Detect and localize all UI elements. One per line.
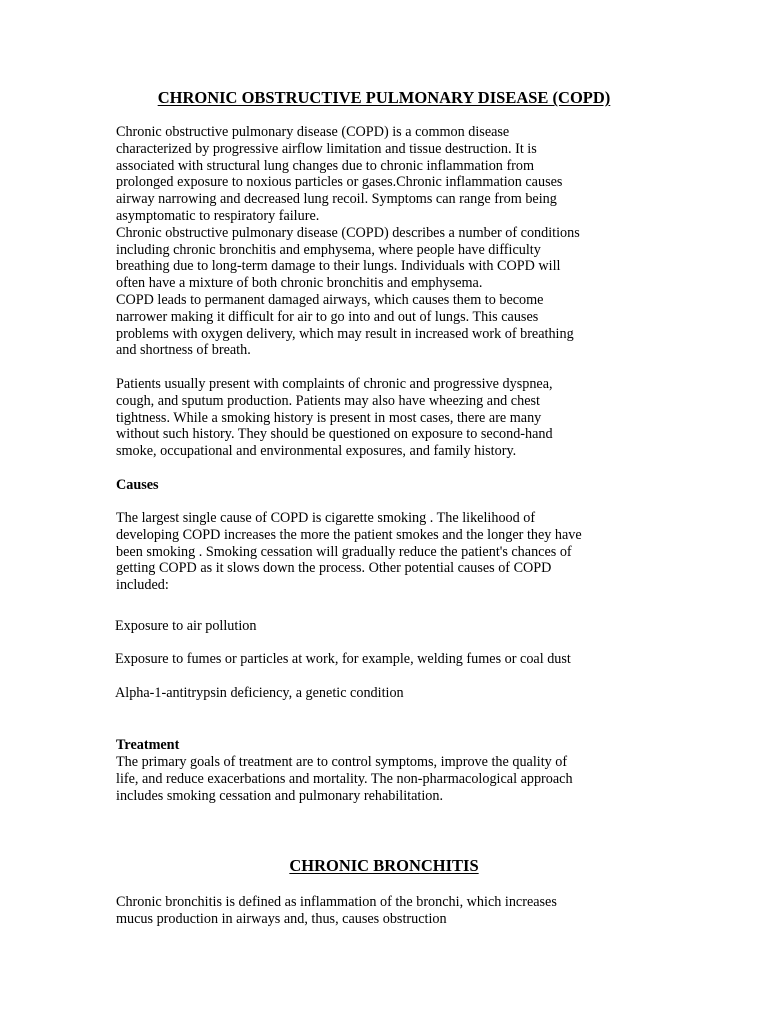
intro-paragraph: Chronic obstructive pulmonary disease (COPD) is a common disease characterized by progressive airflow limitation and tissue destruction. It is associated with structural lung changes due to chronic inflammation from prolonged exposure to noxious particles or gases.Chronic inflammation causes airway narrowing and decreased lung recoil. Symptoms can range from being asymptomatic to respiratory failure. Chronic obstructive pulmonary disease (COPD) describes a number of conditions including chronic bronchitis and emphysema, where people have difficulty breathing due to long-term damage to their lungs. Individuals with COPD will often have a mixture of both chronic bronchitis and emphysema. COPD leads to permanent damaged airways, which causes them to become narrower making it difficult for air to go into and out of lungs. This causes problems with oxygen delivery, which may result in increased work of breathing and shortness of breath. xyxy=(116,124,580,359)
bronchitis-title: CHRONIC BRONCHITIS xyxy=(289,856,479,875)
cause-item-alpha1: Alpha-1-antitrypsin deficiency, a genetic condition xyxy=(115,685,404,701)
patients-paragraph: Patients usually present with complaints of chronic and progressive dyspnea, cough, and sputum production. Patients may also have wheezing and chest tightness. While a smoking history is present in most cases, there are many without such history. They should be questioned on exposure to second-hand smoke, occupational and environmental exposures, and family history. xyxy=(116,376,553,460)
treatment-paragraph: The primary goals of treatment are to control symptoms, improve the quality of life, and reduce exacerbations and mortality. The non-pharmacological approach includes smoking cessation and pulmonary rehabilitation. xyxy=(116,754,573,804)
treatment-heading: Treatment xyxy=(116,737,180,753)
cause-item-air-pollution: Exposure to air pollution xyxy=(115,618,257,634)
cause-item-fumes: Exposure to fumes or particles at work, for example, welding fumes or coal dust xyxy=(115,651,571,667)
causes-paragraph: The largest single cause of COPD is cigarette smoking . The likelihood of developing COPD increases the more the patient smokes and the longer they have been smoking . Smoking cessation will gradually reduce the patient's chances of getting COPD as it slows down the process. Other potential causes of COPD included: xyxy=(116,510,582,594)
document-title: CHRONIC OBSTRUCTIVE PULMONARY DISEASE (COPD) xyxy=(157,88,611,107)
causes-heading: Causes xyxy=(116,477,159,493)
bronchitis-paragraph: Chronic bronchitis is defined as inflammation of the bronchi, which increases mucus production in airways and, thus, causes obstruction xyxy=(116,894,557,927)
